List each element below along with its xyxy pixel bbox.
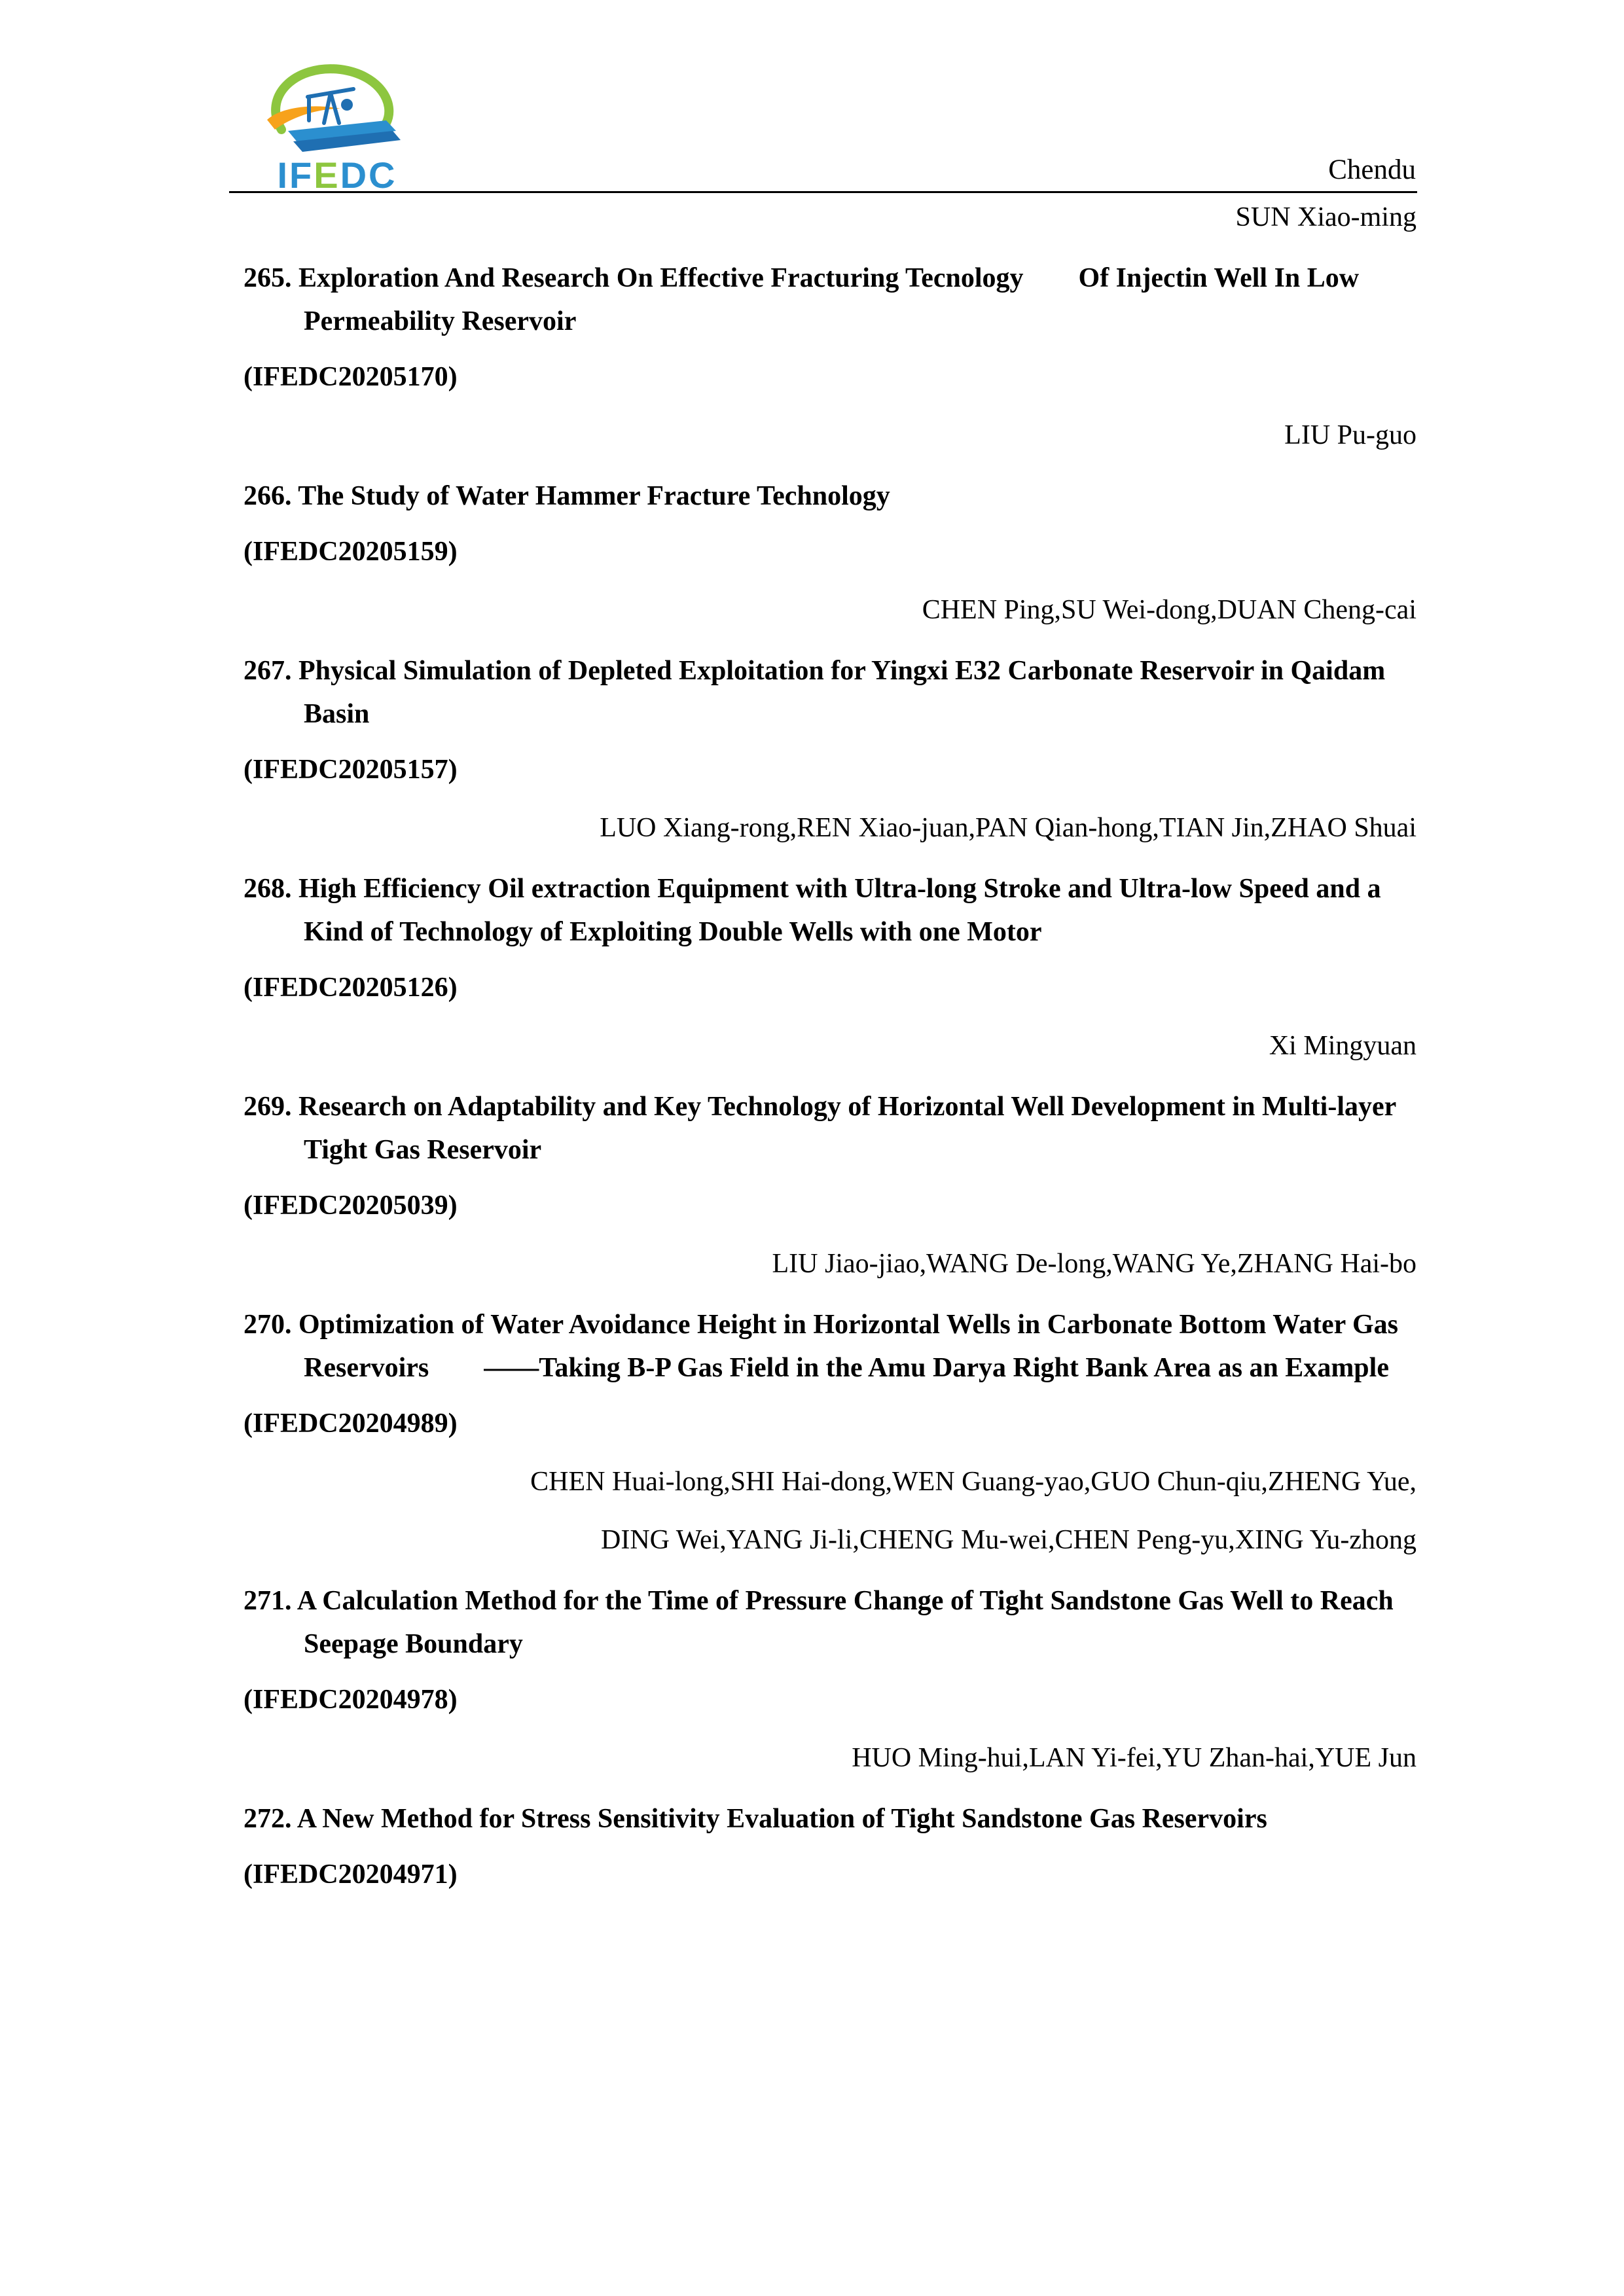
paper-number: 266.: [244, 481, 292, 511]
authors-line: LIU Jiao-jiao,WANG De-long,WANG Ye,ZHANG Hai-bo: [772, 1249, 1416, 1279]
paper-code: (IFEDC20205126): [244, 973, 458, 1003]
paper-title-text: High Efficiency Oil extraction Equipment with Ultra-long Stroke and Ultra-low Speed and a Kind of Technology of Exploiting Double Wells with one Motor: [298, 874, 1381, 947]
header-divider: [229, 191, 1417, 193]
paper-title: [244, 1579, 1418, 1666]
paper-title-text: A Calculation Method for the Time of Pressure Change of Tight Sandstone Gas Well to Reach Seepage Boundary: [297, 1586, 1394, 1659]
paper-title: [244, 1303, 1418, 1390]
paper-title: [244, 1797, 1418, 1840]
authors-line: CHEN Ping,SU Wei-dong,DUAN Cheng-cai: [922, 595, 1416, 625]
paper-title: [244, 867, 1418, 954]
paper-code: (IFEDC20205159): [244, 537, 458, 567]
paper-title-text: Optimization of Water Avoidance Height in Horizontal Wells in Carbonate Bottom Water Gas Reservoirs ——Taking B-P Gas Field in the Amu Darya Right Bank Area as an Example: [298, 1310, 1398, 1383]
paper-code: (IFEDC20205170): [244, 362, 458, 392]
paper-number: 271.: [244, 1586, 292, 1616]
header-location: Chendu: [1328, 154, 1416, 185]
authors-line: LUO Xiang-rong,REN Xiao-juan,PAN Qian-hong,TIAN Jin,ZHAO Shuai: [600, 813, 1416, 843]
paper-title-text: Exploration And Research On Effective Fracturing Tecnology Of Injectin Well In Low Permeability Reservoir: [298, 263, 1360, 336]
paper-title-text: Physical Simulation of Depleted Exploitation for Yingxi E32 Carbonate Reservoir in Qaidam Basin: [298, 656, 1386, 729]
paper-number: 270.: [244, 1310, 292, 1340]
logo-text-i: IF: [277, 154, 314, 196]
paper-title-text: Research on Adaptability and Key Technology of Horizontal Well Development in Multi-layer Tight Gas Reservoir: [298, 1092, 1396, 1165]
paper-code: (IFEDC20205157): [244, 755, 458, 785]
paper-code: (IFEDC20205039): [244, 1191, 458, 1221]
authors-line: HUO Ming-hui,LAN Yi-fei,YU Zhan-hai,YUE Jun: [852, 1743, 1416, 1773]
paper-number: 267.: [244, 656, 292, 686]
authors-line: DING Wei,YANG Ji-li,CHENG Mu-wei,CHEN Peng-yu,XING Yu-zhong: [601, 1525, 1416, 1555]
paper-title-text: The Study of Water Hammer Fracture Technology: [298, 481, 890, 511]
authors-line: SUN Xiao-ming: [1235, 202, 1416, 232]
logo-text-dc: DC: [340, 154, 397, 196]
authors-line: LIU Pu-guo: [1284, 420, 1416, 450]
logo-text-e: E: [314, 154, 340, 196]
paper-number: 268.: [244, 874, 292, 904]
paper-title-text: A New Method for Stress Sensitivity Evaluation of Tight Sandstone Gas Reservoirs: [297, 1804, 1267, 1834]
paper-title: [244, 1085, 1418, 1172]
paper-code: (IFEDC20204989): [244, 1408, 458, 1439]
paper-title: [244, 649, 1418, 736]
paper-number: 269.: [244, 1092, 292, 1122]
logo-text: [268, 154, 406, 196]
paper-code: (IFEDC20204978): [244, 1685, 458, 1715]
paper-number: 272.: [244, 1804, 292, 1834]
paper-number: 265.: [244, 263, 292, 293]
ifedc-logo: [255, 58, 412, 196]
logo-emblem-icon: [255, 58, 412, 156]
paper-list: [244, 200, 1418, 1892]
authors-line: CHEN Huai-long,SHI Hai-dong,WEN Guang-yao,GUO Chun-qiu,ZHENG Yue,: [530, 1467, 1416, 1497]
paper-title: [244, 475, 1418, 518]
paper-code: (IFEDC20204971): [244, 1859, 458, 1890]
authors-line: Xi Mingyuan: [1269, 1031, 1416, 1061]
paper-title: [244, 257, 1418, 343]
